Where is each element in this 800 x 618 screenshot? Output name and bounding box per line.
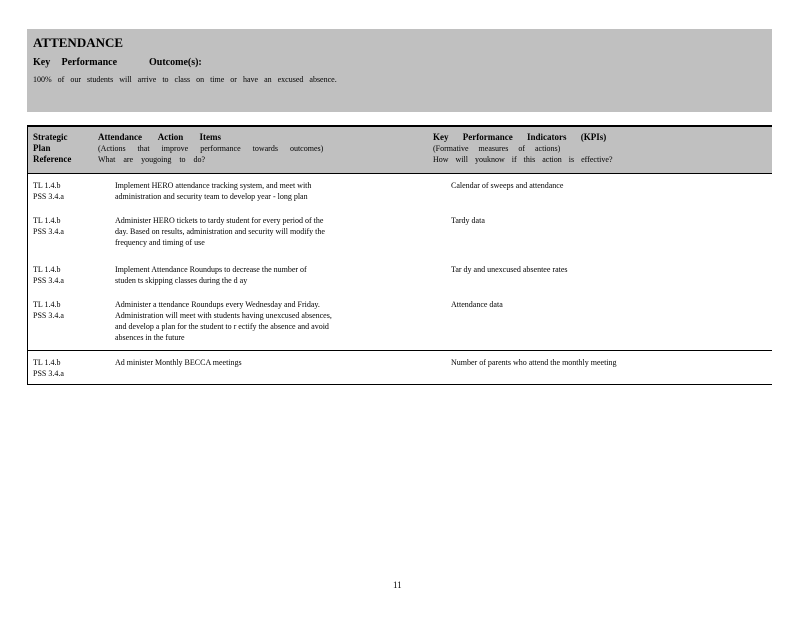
header-ref-line3: Reference	[33, 154, 72, 164]
row-action	[115, 264, 405, 286]
action-line: Administer HERO tickets to tardy student for every period of the	[115, 216, 324, 225]
action-line: Administration will meet with students having unexcused absences,	[115, 311, 332, 320]
ref-line: TL 1.4.b	[33, 265, 61, 274]
header-ref-line2: Plan	[33, 143, 51, 153]
action-line: frequency and timing of use	[115, 238, 205, 247]
kpo-label-outcomes: Outcome(s):	[149, 57, 202, 68]
action-line: absences in the future	[115, 333, 185, 342]
kpo-label	[33, 57, 202, 68]
row-divider	[28, 350, 772, 351]
ref-line: PSS 3.4.a	[33, 311, 64, 320]
kpo-label-performance: Performance	[61, 57, 118, 68]
header-actions	[98, 132, 418, 165]
outcome-text: 100% of our students will arrive to class on time or have an excused absence.	[33, 75, 337, 84]
row-kpi: Attendance data	[451, 300, 503, 309]
row-action	[115, 357, 405, 368]
page-number: 11	[393, 580, 402, 590]
ref-line: PSS 3.4.a	[33, 369, 64, 378]
ref-line: PSS 3.4.a	[33, 276, 64, 285]
row-ref	[33, 215, 93, 237]
action-line: day. Based on results, administration and security will modify the	[115, 227, 325, 236]
header-kpis-title: Key Performance Indicators (KPIs)	[433, 132, 607, 142]
ref-line: TL 1.4.b	[33, 216, 61, 225]
ref-line: TL 1.4.b	[33, 358, 61, 367]
action-line: Implement Attendance Roundups to decrease the number of	[115, 265, 307, 274]
row-ref	[33, 299, 93, 321]
table-header	[28, 126, 772, 174]
header-ref-line1: Strategic	[33, 132, 68, 142]
header-kpis-sub2: How will youknow if this action is effective?	[433, 155, 613, 164]
action-line: Ad minister Monthly BECCA meetings	[115, 358, 242, 367]
row-ref	[33, 357, 93, 379]
action-line: studen ts skipping classes during the d ay	[115, 276, 248, 285]
kpo-label-key: Key	[33, 57, 51, 68]
ref-line: TL 1.4.b	[33, 181, 61, 190]
ref-line: PSS 3.4.a	[33, 227, 64, 236]
header-actions-title: Attendance Action Items	[98, 132, 221, 142]
action-line: Administer a ttendance Roundups every Wednesday and Friday.	[115, 300, 320, 309]
attendance-header-box	[27, 29, 772, 112]
row-action	[115, 299, 405, 343]
action-line: Implement HERO attendance tracking system, and meet with	[115, 181, 312, 190]
row-kpi: Number of parents who attend the monthly meeting	[451, 358, 617, 367]
header-kpis	[433, 132, 753, 165]
action-line: and develop a plan for the student to r ectify the absence and avoid	[115, 322, 329, 331]
header-kpis-sub1: (Formative measures of actions)	[433, 144, 561, 153]
row-kpi: Tardy data	[451, 216, 485, 225]
header-actions-sub2: What are yougoing to do?	[98, 155, 206, 164]
table-bottom-border	[28, 384, 772, 385]
header-ref	[33, 132, 71, 165]
action-plan-table	[27, 125, 772, 385]
row-kpi: Calendar of sweeps and attendance	[451, 181, 564, 190]
ref-line: TL 1.4.b	[33, 300, 61, 309]
row-action	[115, 180, 405, 202]
action-line: administration and security team to develop year - long plan	[115, 192, 308, 201]
ref-line: PSS 3.4.a	[33, 192, 64, 201]
header-actions-sub1: (Actions that improve performance towards outcomes)	[98, 144, 324, 153]
row-kpi: Tar dy and unexcused absentee rates	[451, 265, 568, 274]
row-ref	[33, 264, 93, 286]
row-ref	[33, 180, 93, 202]
section-title: ATTENDANCE	[33, 35, 124, 50]
row-action	[115, 215, 405, 248]
